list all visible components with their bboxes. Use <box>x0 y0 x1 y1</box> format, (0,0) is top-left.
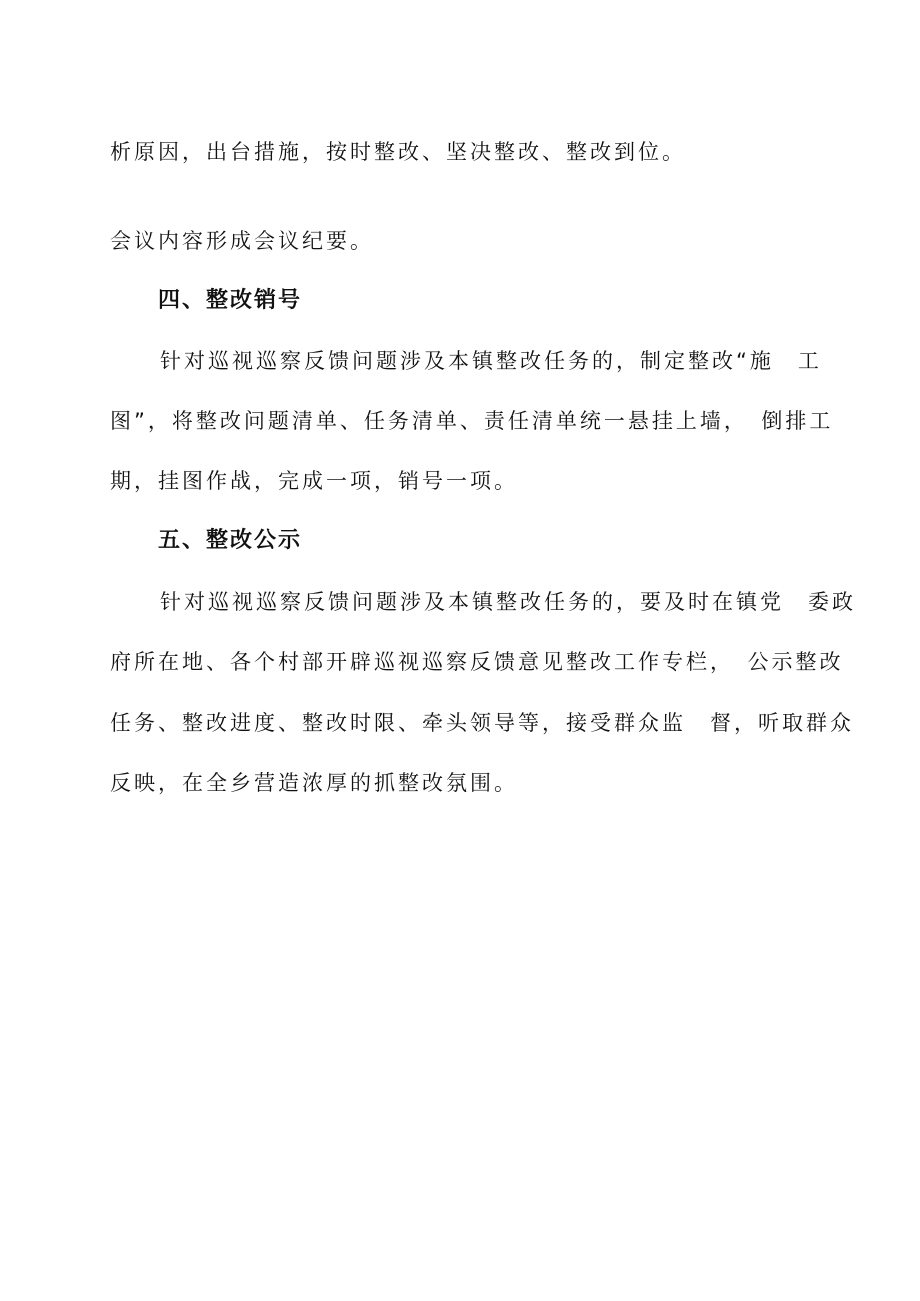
paragraph-line: 反映，在全乡营造浓厚的抓整改氛围。 <box>110 771 518 795</box>
paragraph-line: 图”，将整改问题清单、任务清单、责任清单统一悬挂上墙， 倒排工 <box>110 409 834 433</box>
paragraph-line: 会议内容形成会议纪要。 <box>110 229 374 253</box>
paragraph-line: 府所在地、各个村部开辟巡视巡察反馈意见整改工作专栏， 公示整改 <box>110 650 844 674</box>
paragraph-line: 任务、整改进度、整改时限、牵头领导等，接受群众监 督，听取群众 <box>110 711 854 735</box>
paragraph-line: 针对巡视巡察反馈问题涉及本镇整改任务的，制定整改“施 工 <box>160 349 822 373</box>
paragraph-line: 析原因，出台措施，按时整改、坚决整改、整改到位。 <box>110 140 686 164</box>
paragraph-line: 针对巡视巡察反馈问题涉及本镇整改任务的，要及时在镇党 委政 <box>160 590 856 614</box>
paragraph-line: 期，挂图作战，完成一项，销号一项。 <box>110 469 518 493</box>
section-heading-5: 五、整改公示 <box>158 528 303 553</box>
section-heading-4: 四、整改销号 <box>158 288 303 313</box>
